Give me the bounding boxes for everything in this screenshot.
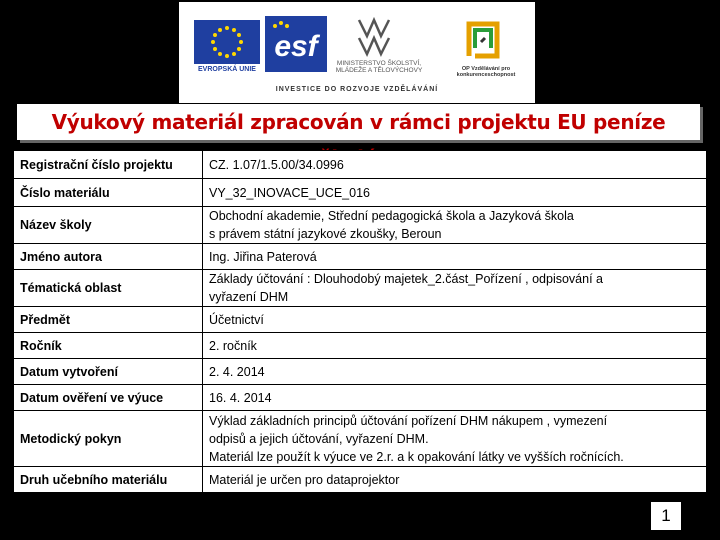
row-value-line: 16. 4. 2014	[209, 390, 272, 405]
row-label: Číslo materiálu	[14, 179, 203, 207]
table-row	[14, 270, 707, 307]
row-value-line: Ing. Jiřina Paterová	[209, 249, 317, 264]
row-label: Název školy	[14, 207, 203, 244]
row-value	[203, 385, 707, 411]
page-number: 1	[649, 500, 683, 532]
row-label: Datum ověření ve výuce	[14, 385, 203, 411]
row-value-line: CZ. 1.07/1.5.00/34.0996	[209, 157, 344, 172]
table-row	[14, 151, 707, 179]
msmt-caption: MINISTERSTVO ŠKOLSTVÍ, MLÁDEŽE A TĚLOVÝCHOVY	[335, 60, 423, 74]
table-row	[14, 333, 707, 359]
row-value-line: s právem státní jazykové zkoušky, Beroun	[209, 227, 442, 241]
row-value-line: vyřazení DHM	[209, 290, 289, 304]
table-row	[14, 207, 707, 244]
row-value-line: 2. 4. 2014	[209, 364, 265, 379]
row-label: Ročník	[14, 333, 203, 359]
row-value	[203, 270, 707, 307]
row-label: Tématická oblast	[14, 270, 203, 307]
table-row	[14, 179, 707, 207]
row-value	[203, 244, 707, 270]
row-value-line: Výklad základních principů účtování pořízení DHM nákupem , vymezení	[209, 413, 608, 428]
row-value	[203, 207, 707, 244]
row-value-line: Materiál lze použít k výuce ve 2.r. a k opakování látky ve vyšších ročnících.	[209, 449, 624, 464]
row-value	[203, 411, 707, 467]
msmt-logo	[357, 16, 391, 58]
table-row	[14, 244, 707, 270]
row-label: Metodický pokyn	[14, 411, 203, 467]
svg-text:esf: esf	[274, 30, 318, 63]
row-value-line: odpisů a jejich účtování, vyřazení DHM.	[209, 431, 429, 446]
row-label: Registrační číslo projektu	[14, 151, 203, 179]
row-label: Druh učebního materiálu	[14, 467, 203, 493]
esf-logo	[265, 16, 327, 72]
row-value	[203, 179, 707, 207]
row-value	[203, 307, 707, 333]
table-row	[14, 307, 707, 333]
page-title: Výukový materiál zpracován v rámci projektu EU peníze	[51, 110, 666, 134]
row-value-line: Materiál je určen pro dataprojektor	[209, 472, 400, 487]
row-label: Jméno autora	[14, 244, 203, 270]
eu-flag-logo	[194, 20, 260, 64]
table-row	[14, 385, 707, 411]
row-value-line: Účetnictví	[209, 312, 264, 327]
title-bar	[17, 104, 700, 140]
eu-caption: EVROPSKÁ UNIE	[198, 66, 256, 73]
row-value	[203, 333, 707, 359]
row-label: Předmět	[14, 307, 203, 333]
op-caption: OP Vzdělávání pro konkurenceschopnost	[456, 66, 516, 78]
info-table	[13, 150, 707, 493]
logo-banner	[179, 2, 535, 103]
row-value-line: Obchodní akademie, Střední pedagogická škola a Jazyková škola	[209, 209, 574, 223]
row-value	[203, 359, 707, 385]
row-value-line: VY_32_INOVACE_UCE_016	[209, 185, 370, 200]
row-value-line: 2. ročník	[209, 338, 257, 353]
table-row	[14, 359, 707, 385]
row-value-line: Základy účtování : Dlouhodobý majetek_2.část_Pořízení , odpisování a	[209, 272, 603, 286]
row-label: Datum vytvoření	[14, 359, 203, 385]
row-value	[203, 151, 707, 179]
op-vk-logo	[461, 16, 505, 64]
row-value	[203, 467, 707, 493]
table-row	[14, 411, 707, 467]
investice-caption: INVESTICE DO ROZVOJE VZDĚLÁVÁNÍ	[275, 86, 439, 93]
table-row	[14, 467, 707, 493]
